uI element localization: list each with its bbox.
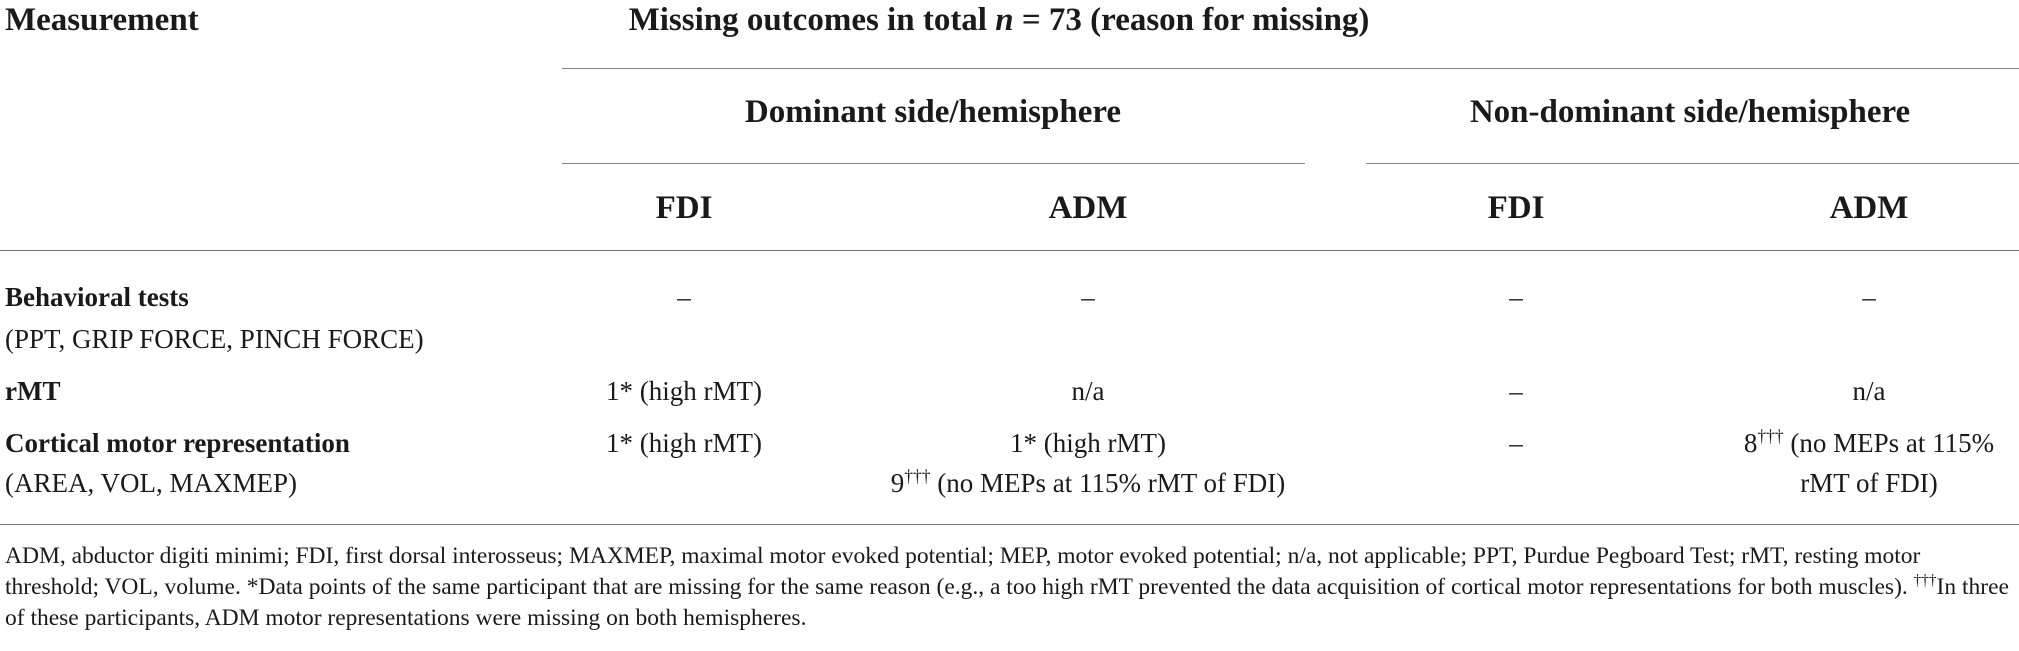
dominant-group-rule: [562, 163, 1305, 164]
cell-behavioral-nondom-fdi: –: [1509, 282, 1523, 312]
cell-rmt-nondom-fdi: –: [1509, 376, 1523, 406]
missing-outcomes-header: [629, 4, 1370, 37]
col-header-dom-adm: ADM: [1048, 190, 1128, 226]
nondominant-group-header: Non-dominant side/hemisphere: [1469, 94, 1911, 130]
dom-adm-count: 9: [890, 468, 905, 498]
footnote-abbreviations: ADM, abductor digiti minimi; FDI, first dorsal interosseus; MAXMEP, maximal motor evoked potential; MEP, motor evoked potential; n/a, not applicable; PPT, Purdue Pegboard Test; rMT, resting motor threshold; VOL, volume. *Data points of the same participant that are missing for the same reason (e.g., a too high rMT prevented the data acquisition of cortical motor representations for both muscles).: [5, 543, 1921, 600]
table-footnote: [5, 541, 2010, 634]
header-rule-bottom: [0, 250, 2019, 251]
cell-behavioral-dom-adm: –: [1081, 282, 1095, 312]
cell-cortical-dom-fdi: 1* (high rMT): [606, 428, 762, 458]
header-rule-top: [562, 68, 2019, 69]
cell-rmt-dom-fdi: 1* (high rMT): [606, 376, 762, 406]
cell-behavioral-nondom-adm: –: [1862, 282, 1876, 312]
dominant-group-header: Dominant side/hemisphere: [744, 94, 1122, 130]
row-label-cortical: Cortical motor representation: [5, 428, 350, 458]
footnote-dagger-note: In three of these participants, ADM motor representations were missing on both hemispheres.: [5, 574, 2009, 631]
measurement-header: Measurement: [5, 2, 199, 38]
missing-title-var: n: [995, 2, 1014, 38]
row-sublabel-behavioral: (PPT, GRIP FORCE, PINCH FORCE): [5, 324, 424, 354]
cell-cortical-dom-adm-line2: [890, 466, 1286, 498]
col-header-dom-fdi: FDI: [655, 190, 713, 226]
nondom-adm-count: 8: [1743, 428, 1758, 458]
col-header-nondom-fdi: FDI: [1487, 190, 1545, 226]
table-bottom-rule: [0, 524, 2019, 525]
nondom-adm-dagger: †††: [1757, 426, 1784, 446]
cell-cortical-dom-adm-line1: 1* (high rMT): [1010, 428, 1166, 458]
missing-title-prefix: Missing outcomes in total: [628, 2, 996, 38]
cell-rmt-nondom-adm: n/a: [1852, 376, 1886, 406]
dom-adm-reason: (no MEPs at 115% rMT of FDI): [930, 468, 1286, 498]
cell-behavioral-dom-fdi: –: [677, 282, 691, 312]
cell-cortical-nondom-adm-line1: [1743, 426, 1995, 458]
row-sublabel-cortical: (AREA, VOL, MAXMEP): [5, 468, 298, 498]
row-label-behavioral: Behavioral tests: [5, 282, 189, 312]
row-label-rmt: rMT: [5, 376, 61, 406]
nondom-adm-reason: (no MEPs at 115%: [1783, 428, 1995, 458]
nondominant-group-rule: [1366, 163, 2019, 164]
missing-title-suffix: = 73 (reason for missing): [1013, 2, 1370, 38]
footnote-dagger: †††: [1913, 572, 1937, 590]
cell-rmt-dom-adm: n/a: [1071, 376, 1105, 406]
cell-cortical-nondom-adm-line2: rMT of FDI): [1800, 468, 1938, 498]
col-header-nondom-adm: ADM: [1829, 190, 1909, 226]
dom-adm-dagger: †††: [904, 466, 931, 486]
cell-cortical-nondom-fdi: –: [1509, 428, 1523, 458]
